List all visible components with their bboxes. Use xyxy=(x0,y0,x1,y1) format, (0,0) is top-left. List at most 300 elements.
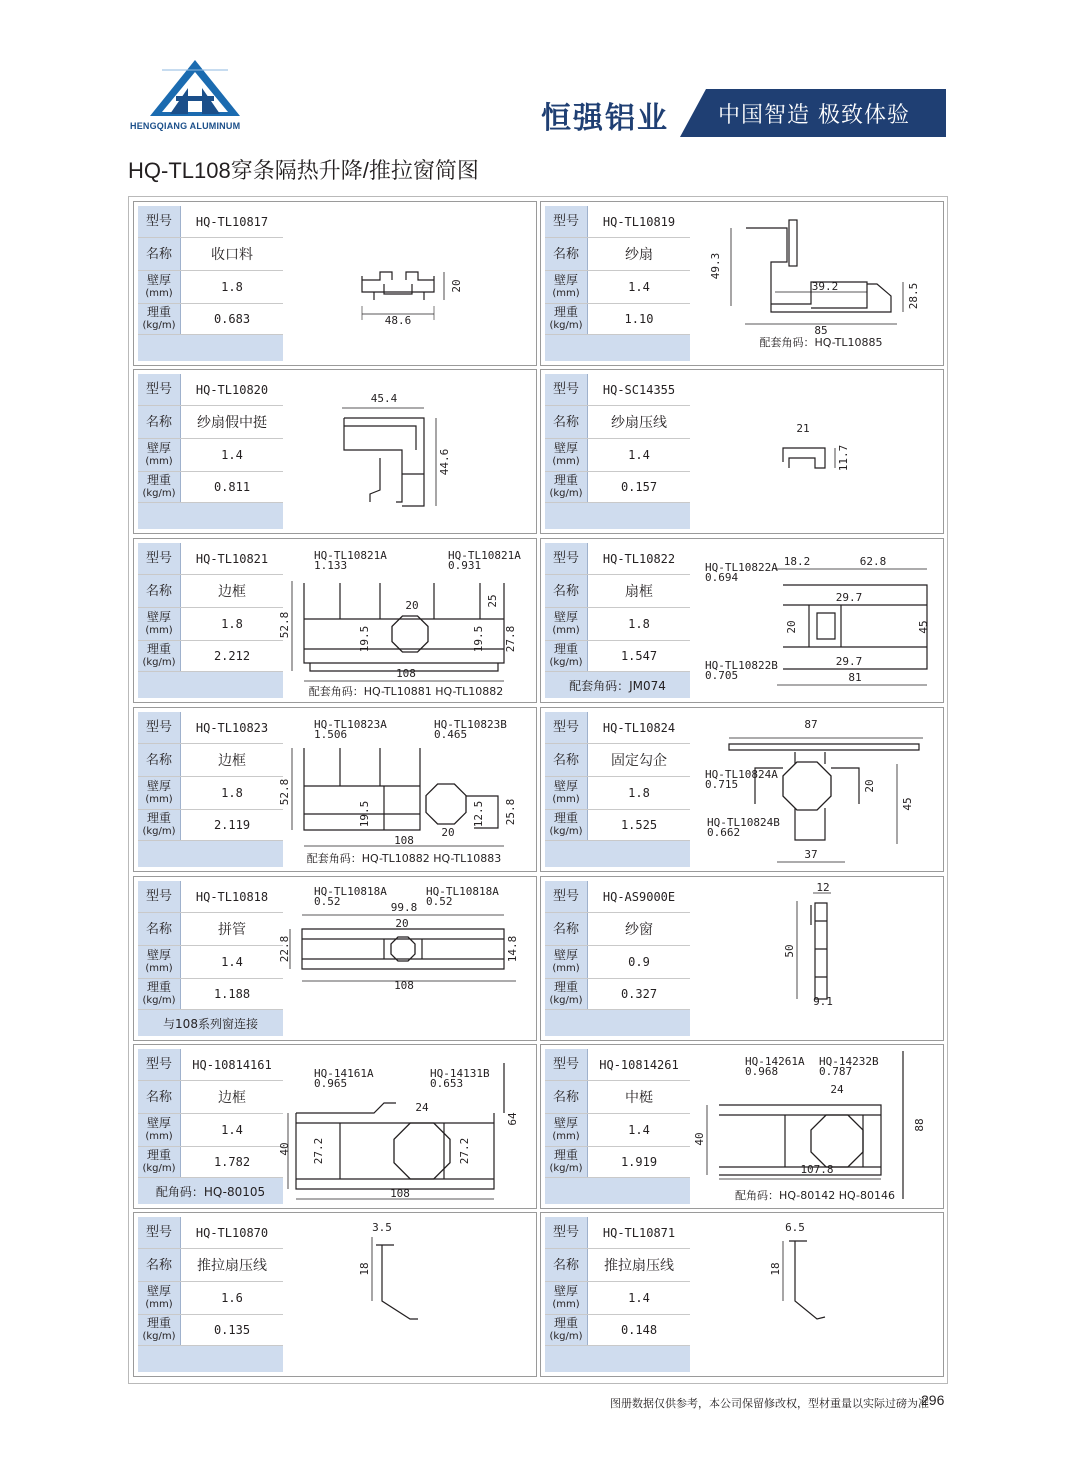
spec-label xyxy=(545,1049,588,1080)
spec-label xyxy=(545,472,588,502)
drawing-note: 配套角码：HQ-TL10882 HQ-TL10883 xyxy=(306,852,502,865)
spec-value: 1.4 xyxy=(628,280,650,294)
dimension-label: 19.5 xyxy=(472,625,485,653)
dimension-label: 20 xyxy=(441,826,455,839)
name-row xyxy=(545,744,690,777)
spec-label xyxy=(138,304,181,334)
profile-drawing xyxy=(691,881,939,1036)
unit-text: (kg/m) xyxy=(142,995,176,1006)
label-text: 理重 xyxy=(146,1148,171,1162)
spec-label xyxy=(138,472,181,502)
profile-drawing xyxy=(691,1217,939,1372)
spec-footer xyxy=(138,672,283,698)
label-text: 型号 xyxy=(145,1225,172,1240)
dimension-label: 40 xyxy=(278,1142,291,1156)
spec-label xyxy=(138,744,181,776)
slogan-text: 中国智造 极致体验 xyxy=(718,103,910,128)
part-label: 0.715 xyxy=(705,778,739,791)
profile-drawing xyxy=(278,712,532,867)
part-label: HQ-TL10821A xyxy=(314,549,387,562)
spec-table xyxy=(545,712,690,867)
weight-row xyxy=(138,979,283,1010)
profile-drawing xyxy=(278,1049,532,1204)
label-text: 名称 xyxy=(552,1089,579,1105)
spec-label xyxy=(545,777,588,809)
thickness-row xyxy=(545,1114,690,1147)
label-text: 壁厚 xyxy=(146,1284,171,1298)
section-drawing xyxy=(691,543,939,698)
model-row xyxy=(545,1049,690,1081)
spec-label xyxy=(545,1081,588,1113)
spec-label xyxy=(138,1315,181,1345)
spec-label xyxy=(545,810,588,840)
thickness-row xyxy=(138,608,283,641)
thickness-row xyxy=(545,777,690,810)
spec-value: 拼管 xyxy=(218,922,246,938)
dimension-label: 11.7 xyxy=(837,444,850,472)
dimension-label: 50 xyxy=(783,944,796,958)
spec-value: 1.525 xyxy=(620,818,658,832)
dimension-label: 52.8 xyxy=(278,778,291,806)
dimension-label: 108 xyxy=(396,667,416,680)
spec-table xyxy=(138,206,283,361)
thickness-row xyxy=(138,1114,283,1147)
spec-label xyxy=(545,1217,588,1248)
section-drawing xyxy=(691,712,939,867)
profile-grid xyxy=(128,196,948,1384)
dimension-label: 28.5 xyxy=(907,282,920,310)
spec-value: 纱窗 xyxy=(625,922,653,938)
page-title: HQ-TL108穿条隔热升降/推拉窗简图 xyxy=(128,158,479,183)
name-row xyxy=(545,1081,690,1114)
spec-label xyxy=(138,1049,181,1080)
label-text: 壁厚 xyxy=(553,610,578,624)
spec-label xyxy=(138,543,181,574)
dimension-label: 52.8 xyxy=(278,611,291,639)
label-text: 名称 xyxy=(552,583,579,599)
spec-value: 1.6 xyxy=(221,1291,243,1305)
spec-value: 中梃 xyxy=(625,1090,653,1106)
dimension-label: 62.8 xyxy=(859,555,887,568)
spec-label xyxy=(138,979,181,1009)
weight-row xyxy=(138,641,283,672)
part-label: 0.705 xyxy=(705,669,739,682)
dimension-label: 85 xyxy=(814,324,828,337)
dimension-label: 25.8 xyxy=(504,798,517,826)
spec-table xyxy=(545,1217,690,1372)
model-row xyxy=(545,206,690,238)
dimension-label: 21 xyxy=(796,422,810,435)
label-text: 壁厚 xyxy=(146,441,171,455)
spec-value: HQ-TL10871 xyxy=(602,1225,676,1240)
name-row xyxy=(545,1249,690,1282)
spec-table xyxy=(545,881,690,1036)
weight-row xyxy=(138,1315,283,1346)
spec-label xyxy=(545,1147,588,1177)
spec-value: 1.547 xyxy=(620,649,658,663)
spec-label xyxy=(138,406,181,438)
label-text: 壁厚 xyxy=(146,779,171,793)
dimension-label: 19.5 xyxy=(358,800,371,828)
label-text: 名称 xyxy=(145,1257,172,1273)
spec-label xyxy=(138,1081,181,1113)
thickness-row xyxy=(545,1282,690,1315)
drawing-note: 配套角码：HQ-TL10881 HQ-TL10882 xyxy=(308,685,504,698)
part-label: 0.465 xyxy=(434,728,468,741)
spec-value: HQ-TL10822 xyxy=(602,551,676,566)
part-label: HQ-14232B xyxy=(819,1055,879,1068)
part-label: 0.694 xyxy=(705,571,739,584)
spec-label xyxy=(138,1282,181,1314)
unit-text: (mm) xyxy=(145,1131,173,1142)
spec-label xyxy=(138,777,181,809)
dimension-label: 107.8 xyxy=(800,1163,834,1176)
name-row xyxy=(545,238,690,271)
profile-card xyxy=(540,1212,944,1377)
spec-value: HQ-10814261 xyxy=(599,1057,679,1072)
spec-value: 0.811 xyxy=(213,480,251,494)
unit-text: (mm) xyxy=(552,963,580,974)
spec-value: 0.157 xyxy=(620,480,658,494)
spec-footer: 配角码：HQ-80105 xyxy=(138,1178,283,1204)
spec-label xyxy=(545,374,588,405)
spec-value: 纱扇假中挺 xyxy=(197,415,267,431)
spec-value: HQ-TL10818 xyxy=(195,889,269,904)
label-text: 型号 xyxy=(145,1057,172,1072)
thickness-row xyxy=(138,439,283,472)
dimension-label: 87 xyxy=(804,718,818,731)
profile-drawing xyxy=(284,1217,532,1372)
part-label: HQ-TL10818A xyxy=(426,885,499,898)
name-row xyxy=(138,406,283,439)
spec-label xyxy=(138,206,181,237)
spec-value: HQ-SC14355 xyxy=(602,382,676,397)
label-text: 壁厚 xyxy=(553,948,578,962)
part-label: HQ-TL10821A xyxy=(448,549,521,562)
spec-table xyxy=(138,543,283,698)
dimension-label: 44.6 xyxy=(438,448,451,476)
dimension-label: 108 xyxy=(394,834,414,847)
spec-label xyxy=(545,575,588,607)
thickness-row xyxy=(138,271,283,304)
section-drawing xyxy=(278,712,532,867)
label-text: 名称 xyxy=(145,414,172,430)
spec-value: HQ-10814161 xyxy=(192,1057,272,1072)
part-label: 0.787 xyxy=(819,1065,853,1078)
unit-text: (mm) xyxy=(145,963,173,974)
spec-table xyxy=(138,1217,283,1372)
spec-footer xyxy=(545,1010,690,1036)
spec-label xyxy=(138,712,181,743)
spec-value: 1.4 xyxy=(628,1291,650,1305)
spec-label xyxy=(545,881,588,912)
part-label: 0.968 xyxy=(745,1065,779,1078)
label-text: 壁厚 xyxy=(553,1284,578,1298)
label-text: 名称 xyxy=(145,246,172,262)
dimension-label: 81 xyxy=(848,671,862,684)
unit-text: (kg/m) xyxy=(549,657,583,668)
part-label: HQ-TL10824A xyxy=(705,768,778,781)
spec-value: 0.683 xyxy=(213,312,251,326)
weight-row xyxy=(545,810,690,841)
spec-value: 1.4 xyxy=(628,448,650,462)
spec-table xyxy=(138,1049,283,1204)
unit-text: (mm) xyxy=(552,1299,580,1310)
part-label: HQ-14131B xyxy=(430,1067,490,1080)
spec-value: 1.8 xyxy=(628,786,650,800)
label-text: 名称 xyxy=(145,752,172,768)
footer-disclaimer: 图册数据仅供参考，本公司保留修改权，型材重量以实际过磅为准 xyxy=(610,1397,929,1410)
dimension-label: 29.7 xyxy=(835,591,863,604)
section-drawing xyxy=(691,1217,939,1372)
spec-value: HQ-TL10820 xyxy=(195,382,269,397)
thickness-row xyxy=(545,946,690,979)
part-label: 0.653 xyxy=(430,1077,464,1090)
spec-table xyxy=(545,1049,690,1204)
dimension-label: 12 xyxy=(816,881,830,894)
label-text: 名称 xyxy=(145,921,172,937)
label-text: 型号 xyxy=(552,551,579,566)
dimension-label: 22.8 xyxy=(278,935,291,963)
spec-value: 0.148 xyxy=(620,1323,658,1337)
spec-label xyxy=(138,238,181,270)
spec-label xyxy=(545,712,588,743)
dimension-label: 27.8 xyxy=(504,625,517,653)
spec-label xyxy=(138,913,181,945)
unit-text: (mm) xyxy=(552,1131,580,1142)
spec-label xyxy=(138,1147,181,1177)
spec-value: 纱扇 xyxy=(625,247,653,263)
spec-value: 边框 xyxy=(218,1090,246,1106)
dimension-label: 6.5 xyxy=(785,1221,805,1234)
part-label: 0.931 xyxy=(448,559,482,572)
name-row xyxy=(138,1249,283,1282)
label-text: 理重 xyxy=(146,473,171,487)
part-label: HQ-TL10823B xyxy=(434,718,507,731)
label-text: 理重 xyxy=(146,811,171,825)
spec-label xyxy=(545,744,588,776)
part-label: HQ-14261A xyxy=(745,1055,805,1068)
model-row xyxy=(545,712,690,744)
spec-label xyxy=(545,641,588,671)
part-label: 0.662 xyxy=(707,826,741,839)
spec-label xyxy=(545,304,588,334)
spec-footer xyxy=(545,1178,690,1204)
weight-row xyxy=(138,304,283,335)
page-number: 296 xyxy=(921,1392,945,1408)
label-text: 理重 xyxy=(146,1316,171,1330)
dimension-label: 20 xyxy=(395,917,409,930)
dimension-label: 27.2 xyxy=(312,1137,325,1165)
thickness-row xyxy=(545,271,690,304)
spec-value: HQ-TL10821 xyxy=(195,551,269,566)
thickness-row xyxy=(138,1282,283,1315)
label-text: 名称 xyxy=(552,246,579,262)
spec-label xyxy=(545,608,588,640)
spec-footer xyxy=(138,335,283,361)
dimension-label: 3.5 xyxy=(372,1221,392,1234)
spec-label xyxy=(138,641,181,671)
unit-text: (kg/m) xyxy=(142,826,176,837)
unit-text: (kg/m) xyxy=(142,320,176,331)
unit-text: (kg/m) xyxy=(549,1163,583,1174)
part-label: HQ-TL10824B xyxy=(707,816,780,829)
dimension-label: 14.8 xyxy=(506,935,519,963)
dimension-label: 64 xyxy=(506,1112,519,1126)
spec-value: 纱扇压线 xyxy=(611,415,667,431)
unit-text: (kg/m) xyxy=(549,320,583,331)
name-row xyxy=(138,913,283,946)
label-text: 名称 xyxy=(145,583,172,599)
unit-text: (mm) xyxy=(145,456,173,467)
section-drawing xyxy=(278,881,532,1036)
unit-text: (kg/m) xyxy=(549,826,583,837)
profile-card xyxy=(133,876,537,1041)
label-text: 理重 xyxy=(553,305,578,319)
dimension-label: 40 xyxy=(693,1132,706,1146)
weight-row xyxy=(138,472,283,503)
unit-text: (kg/m) xyxy=(549,1331,583,1342)
spec-footer: 与108系列窗连接 xyxy=(138,1010,283,1036)
model-row xyxy=(545,374,690,406)
section-drawing xyxy=(691,206,939,361)
spec-value: 1.8 xyxy=(628,617,650,631)
model-row xyxy=(138,1217,283,1249)
spec-value: HQ-TL10824 xyxy=(602,720,676,735)
label-text: 型号 xyxy=(552,214,579,229)
label-text: 壁厚 xyxy=(146,948,171,962)
unit-text: (mm) xyxy=(145,1299,173,1310)
spec-label xyxy=(138,608,181,640)
label-text: 名称 xyxy=(552,921,579,937)
weight-row xyxy=(545,641,690,672)
spec-footer xyxy=(545,503,690,529)
part-label: 0.965 xyxy=(314,1077,348,1090)
profile-card xyxy=(540,876,944,1041)
spec-value: 2.119 xyxy=(213,818,251,832)
spec-value: 推拉扇压线 xyxy=(604,1258,674,1274)
section-drawing xyxy=(284,206,532,361)
dimension-label: 18.2 xyxy=(783,555,811,568)
profile-drawing xyxy=(691,374,939,529)
model-row xyxy=(138,374,283,406)
spec-value: 扇框 xyxy=(625,584,653,600)
label-text: 理重 xyxy=(553,980,578,994)
spec-label xyxy=(545,271,588,303)
spec-label xyxy=(138,271,181,303)
dimension-label: 9.1 xyxy=(813,995,833,1008)
label-text: 壁厚 xyxy=(146,610,171,624)
spec-label xyxy=(138,439,181,471)
model-row xyxy=(138,712,283,744)
spec-value: 1.188 xyxy=(213,987,251,1001)
spec-value: 0.9 xyxy=(628,955,650,969)
section-drawing xyxy=(278,543,532,698)
part-label: 0.52 xyxy=(426,895,453,908)
label-text: 壁厚 xyxy=(146,273,171,287)
spec-footer xyxy=(545,335,690,361)
spec-label xyxy=(138,1217,181,1248)
unit-text: (mm) xyxy=(145,625,173,636)
spec-value: HQ-TL10817 xyxy=(195,214,269,229)
label-text: 壁厚 xyxy=(146,1116,171,1130)
label-text: 型号 xyxy=(552,889,579,904)
spec-value: 0.135 xyxy=(213,1323,251,1337)
name-row xyxy=(138,238,283,271)
profile-card xyxy=(133,369,537,534)
dimension-label: 18 xyxy=(769,1262,782,1276)
unit-text: (kg/m) xyxy=(142,657,176,668)
spec-value: 推拉扇压线 xyxy=(197,1258,267,1274)
unit-text: (kg/m) xyxy=(142,1163,176,1174)
section-drawing xyxy=(278,1049,532,1204)
section-drawing xyxy=(691,1049,939,1204)
spec-label xyxy=(545,1282,588,1314)
dimension-label: 37 xyxy=(804,848,818,861)
thickness-row xyxy=(545,608,690,641)
label-text: 型号 xyxy=(552,1057,579,1072)
profile-drawing xyxy=(284,374,532,529)
dimension-label: 18 xyxy=(358,1262,371,1276)
spec-label xyxy=(138,1249,181,1281)
weight-row xyxy=(545,1315,690,1346)
dimension-label: 12.5 xyxy=(472,800,485,828)
spec-table xyxy=(138,712,283,867)
spec-label xyxy=(138,881,181,912)
label-text: 理重 xyxy=(553,473,578,487)
dimension-label: 108 xyxy=(394,979,414,992)
spec-value: HQ-TL10823 xyxy=(195,720,269,735)
profile-drawing xyxy=(278,543,532,698)
model-row xyxy=(138,206,283,238)
part-label: 1.506 xyxy=(314,728,348,741)
dimension-label: 45 xyxy=(917,620,930,634)
label-text: 型号 xyxy=(145,889,172,904)
spec-footer xyxy=(138,1346,283,1372)
spec-label xyxy=(545,979,588,1009)
part-label: HQ-TL10822B xyxy=(705,659,778,672)
dimension-label: 27.2 xyxy=(458,1137,471,1165)
spec-value: 1.8 xyxy=(221,786,243,800)
unit-text: (mm) xyxy=(552,625,580,636)
spec-label xyxy=(545,406,588,438)
brand-name: 恒强铝业 xyxy=(541,101,669,136)
label-text: 理重 xyxy=(553,1148,578,1162)
spec-label xyxy=(545,206,588,237)
profile-drawing xyxy=(691,1049,939,1204)
weight-row xyxy=(545,472,690,503)
thickness-row xyxy=(138,777,283,810)
spec-table xyxy=(138,881,283,1036)
weight-row xyxy=(545,1147,690,1178)
label-text: 理重 xyxy=(553,642,578,656)
spec-value: 1.4 xyxy=(221,1123,243,1137)
weight-row xyxy=(545,979,690,1010)
spec-value: 1.4 xyxy=(221,448,243,462)
spec-table xyxy=(138,374,283,529)
section-drawing xyxy=(284,1217,532,1372)
spec-footer xyxy=(545,841,690,867)
spec-label xyxy=(545,913,588,945)
drawing-note: 配套角码：HQ-TL10885 xyxy=(759,336,883,349)
unit-text: (mm) xyxy=(145,794,173,805)
spec-footer xyxy=(138,503,283,529)
dimension-label: 29.7 xyxy=(835,655,863,668)
spec-label xyxy=(545,238,588,270)
label-text: 理重 xyxy=(146,642,171,656)
name-row xyxy=(545,406,690,439)
spec-value: 1.782 xyxy=(213,1155,251,1169)
